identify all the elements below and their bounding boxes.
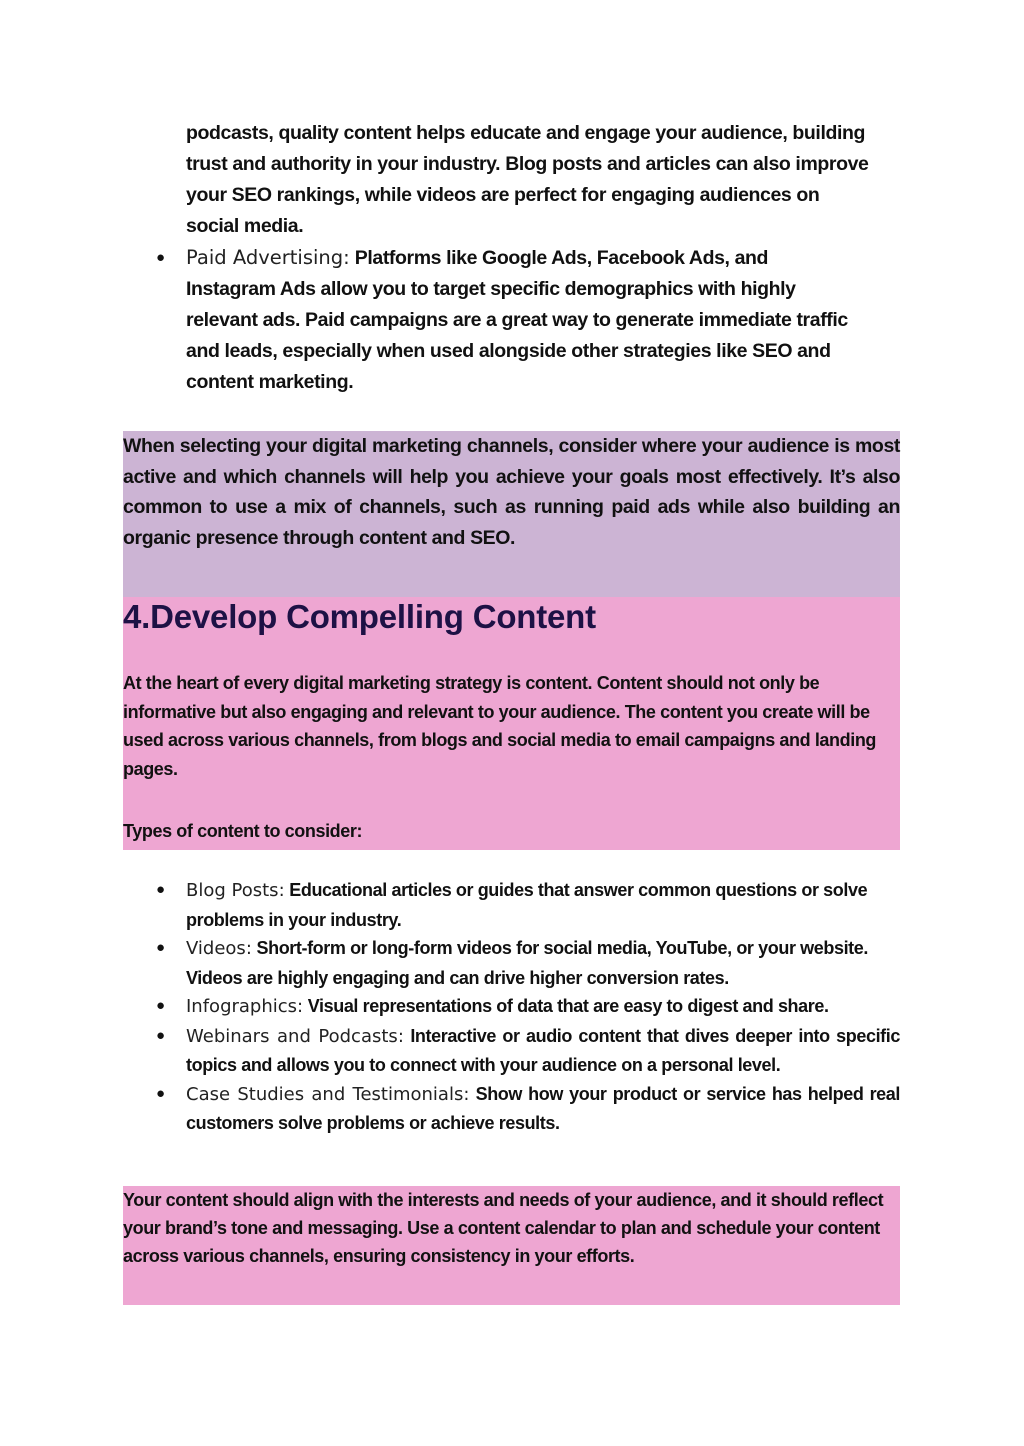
list-item: ● Infographics: Visual representations of data that are easy to digest and share.	[150, 992, 900, 1022]
list-item-label: Webinars and Podcasts	[186, 1025, 398, 1047]
bullet-icon: ●	[156, 881, 165, 898]
list-item: ● Paid Advertising: Platforms like Google Ads, Facebook Ads, and Instagram Ads allow you to target specific demographics with highly relevant ads. Paid campaigns are a great way to generate immediate traffic and leads, especially when used alongside other strategies like SEO and content marketing.	[150, 242, 850, 398]
list-item: ● Case Studies and Testimonials: Show how your product or service has helped real customers solve problems or achieve results.	[150, 1080, 900, 1138]
section-intro: At the heart of every digital marketing strategy is content. Content should not only be informative but also engaging and relevant to your audience. The content you create will be used across various channels, from blogs and social media to email campaigns and landing pages.	[123, 673, 877, 779]
section-box	[123, 597, 900, 850]
list-item-text: Show how your product or service has helped real customers solve problems or achieve results.	[186, 1083, 901, 1133]
bullet-icon: ●	[156, 939, 165, 956]
list-item-text: Short-form or long-form videos for social media, YouTube, or your website. Videos are highly engaging and can drive higher conversion rates.	[186, 938, 868, 988]
list-item-text: Interactive or audio content that dives deeper into specific topics and allows you to connect with your audience on a personal level.	[186, 1025, 900, 1075]
list-item-label: Blog Posts	[186, 880, 279, 901]
list-item-label: Case Studies and Testimonials	[186, 1083, 464, 1105]
list-item-text: Visual representations of data that are easy to digest and share.	[307, 996, 829, 1016]
list-item: ● Videos: Short-form or long-form videos for social media, YouTube, or your website. Videos are highly engaging and can drive higher conversion rates.	[150, 934, 900, 992]
bullet-icon: ●	[156, 1026, 165, 1044]
bullet-icon: ●	[156, 249, 165, 266]
channel-note-box	[123, 431, 900, 597]
types-label: Types of content to consider:	[123, 821, 363, 841]
list-item-text: Platforms like Google Ads, Facebook Ads, and Instagram Ads allow you to target specific demographics with highly relevant ads. Paid campaigns are a great way to generate immediate traffic and leads, especially when used alongside other strategies like SEO and content marketing.	[186, 247, 848, 393]
bullet-icon: ●	[156, 1084, 165, 1102]
list-item-label: Paid Advertising	[186, 246, 344, 269]
closing-note-box	[123, 1186, 900, 1305]
section-heading: 4.Develop Compelling Content	[123, 598, 596, 635]
channel-note: When selecting your digital marketing channels, consider where your audience is most active and which channels will help you achieve your goals most effectively. It’s also common to use a mix of channels, such as running paid ads while also building an organic presence through content and SEO.	[123, 435, 900, 549]
list-item: ● Blog Posts: Educational articles or guides that answer common questions or solve problems in your industry.	[150, 876, 900, 934]
closing-note: Your content should align with the interests and needs of your audience, and it should reflect your brand’s tone and messaging. Use a content calendar to plan and schedule your content across various channels, ensuring consistency in your efforts.	[123, 1190, 884, 1266]
continuation-paragraph: podcasts, quality content helps educate and engage your audience, building trust and authority in your industry. Blog posts and articles can also improve your SEO rankings, while videos are perfect for engaging audiences on social media.	[186, 122, 869, 237]
list-item-label: Infographics	[186, 996, 298, 1017]
list-item-label: Videos	[186, 938, 246, 959]
list-item-text: Educational articles or guides that answer common questions or solve problems in your industry.	[186, 880, 868, 930]
content-types-list	[150, 876, 900, 1138]
bullet-icon: ●	[156, 997, 165, 1014]
channel-list	[150, 242, 850, 398]
list-item: ● Webinars and Podcasts: Interactive or audio content that dives deeper into specific topics and allows you to connect with your audience on a personal level.	[150, 1022, 900, 1080]
